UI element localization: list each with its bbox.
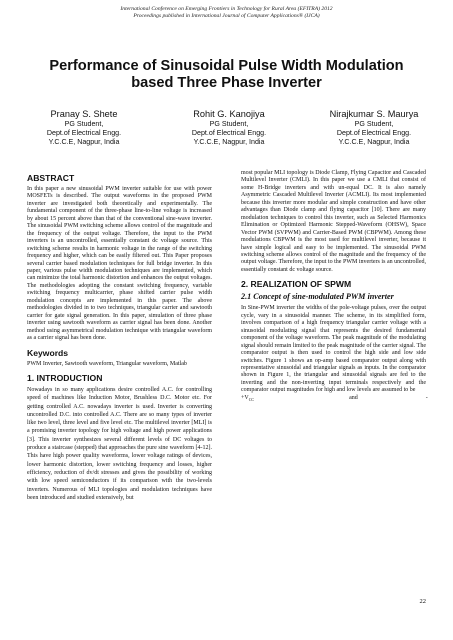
header-line-2: Proceedings published in International Journal of Computer Applications® (IJCA) (133, 13, 320, 19)
abstract-heading: ABSTRACT (27, 173, 75, 183)
author-1 (14, 108, 154, 147)
author-role: PG Student, (64, 120, 104, 128)
header-line-1: International Conference on Emerging Frontiers in Technology for Rural Area (EFITRA) 2012 (120, 6, 333, 12)
minus-sign: - (425, 394, 428, 401)
continued-paragraph: most popular MLI topology is Diode Clamp, Flying Capacitor and Cascaded Multilevel Inverter (CMLI). In this paper we use a CMLI that consist of some H-Bridge inverters and with un-equal DC. It is also namely Asymmetric Cascaded Multilevel Inverter (ACMLI). Its most implemented because this inverter more modular and simple construction and have other advantages than Diode clamp and flying capacitor [10]. There are many modulation techniques to control this inverter, such as Selected Harmonics Elimination or Optimized Harmonic Stepped-Waveform (OHSW), Space Vector PWM (SVPWM) and Carrier-Based PWM (CBPWM). Among these modulations CBPWM is the most used for multilevel inverter, because it have simple logical and easy to be implemented. The sinusoidal PWM switching scheme allows control of the magnitude and the frequency of the output voltage. Therefore, the input to the PWM inverters is an uncontrolled, essentially constant dc voltage source. (241, 170, 426, 273)
section-2-1-text: In Sine-PWM inverter the widths of the pole-voltage pulses, over the output cycle, vary in a sinusoidal manner. The scheme, in its simplified form, involves comparison of a high frequency triangular carrier voltage with a sinusoidal modulating signal that represents the desired fundamental component of the voltage waveform. The peak magnitude of the modulating signal should remain limited to the peak magnitude of the carrier signal. The comparator output is then used to control the high side and low side switches. Figure 1 shows an op-amp based comparator output along with representative sinusoidal and triangular signals as inputs. In the comparator shown in Figure 1, the triangular and sinusoidal signals are fed to the inverting and the non-inverting input terminals respectively and the comparator output magnitudes for high and low levels are assumed to be (241, 305, 426, 394)
keywords-text: PWM Inverter, Sawtooth waveform, Triangular waveform, Matlab (27, 360, 187, 367)
introduction-text: Nowadays in so many applications desire controlled A.C. for controlling speed of machines like Induction Motor, Brushless D.C. Motor etc. For getting controlled A.C. nowadays inverter is used. Inverter is converting uncontrolled D.C. into controlled A.C. There are so many types of inverter like two level, three level and five level etc. The multilevel inverter [MLI] is a promising inverter topology for high voltage and high power applications [3]. This inverter synthesizes several different levels of DC voltages to produce a staircase (stepped) that approaches the pure sine waveform [4-12]. This have high power quality waveforms, lower voltage ratings of devices, lower harmonic distortion, lower switching frequency and losses, higher efficiency, reduction of dv/dt stresses and gives the possibility of working with low speed semiconductors if its comparison with the two-levels inverters. Numerous of MLI topologies and modulation techniques have been introduced and studied extensively, but (27, 386, 212, 501)
and-word: and (349, 394, 358, 401)
vcc-symbol: +V (241, 394, 249, 401)
left-column (27, 170, 212, 502)
paper-title (20, 58, 433, 92)
right-column (241, 170, 426, 403)
author-inst: Y.C.C.E, Nagpur, India (48, 138, 120, 146)
author-3 (304, 108, 444, 147)
title-line-2: based Three Phase Inverter (131, 75, 322, 91)
conference-header (0, 6, 453, 20)
author-inst: Y.C.C.E, Nagpur, India (193, 138, 265, 146)
author-inst: Y.C.C.E, Nagpur, India (338, 138, 410, 146)
author-dept: Dept.of Electrical Engg. (46, 129, 122, 137)
page-number: 22 (419, 598, 426, 605)
author-name: Rohit G. Kanojiya (193, 109, 265, 119)
vcc-subscript: CC (248, 396, 255, 402)
subsection-2-1-heading: 2.1 Concept of sine-modulated PWM inverter (241, 292, 394, 302)
author-role: PG Student, (209, 120, 249, 128)
author-dept: Dept.of Electrical Engg. (336, 129, 412, 137)
title-line-1: Performance of Sinusoidal Pulse Width Modulation (49, 58, 404, 74)
abstract-text: In this paper a new sinusoidal PWM inverter suitable for use with power MOSFETs is described. The output waveforms in the proposed PWM inverter are investigated both theoretically and experimentally. The fundamental component of the three-phase line-to-line voltage is increased by about 15 percent above than that of the conventional sine-wave inverter. The sinusoidal PWM switching scheme allows control of the magnitude and the frequency of the output voltage. Therefore, the input to the PWM inverters is an uncontrolled, essentially constant dc voltage source. This switching scheme results in harmonic voltage in the range of the switching frequency and higher, which can be easily filtered out. This Paper proposes several carrier based modulation techniques for full bridge inverter. In this paper, various pulse width modulation techniques are implemented, which can minimize the total harmonic distortion and enhances the output voltages. The methodologies adopting the constant switching frequency, variable switching frequency multicarrier, phase shifted carrier pulse width modulation concepts are implemented in this paper. The above methodologies divided in to two techniques, triangular carrier and sawtooth carrier for gate signal generation. In this paper, simulation of three phase inverter using sawtooth waveform as carrier signal has been done. Another method using asymmetrical modulation technique with triangular waveform as a carrier signal has been done. (27, 186, 212, 342)
introduction-heading: 1. INTRODUCTION (27, 372, 103, 383)
author-name: Pranay S. Shete (50, 109, 118, 119)
author-2 (159, 108, 299, 147)
author-role: PG Student, (354, 120, 394, 128)
author-name: Nirajkumar S. Maurya (329, 109, 419, 119)
author-dept: Dept.of Electrical Engg. (191, 129, 267, 137)
section-2-heading: 2. REALIZATION OF SPWM (241, 279, 352, 290)
keywords-heading: Keywords (27, 347, 69, 358)
vcc-line (241, 395, 426, 404)
author-block (14, 108, 444, 147)
